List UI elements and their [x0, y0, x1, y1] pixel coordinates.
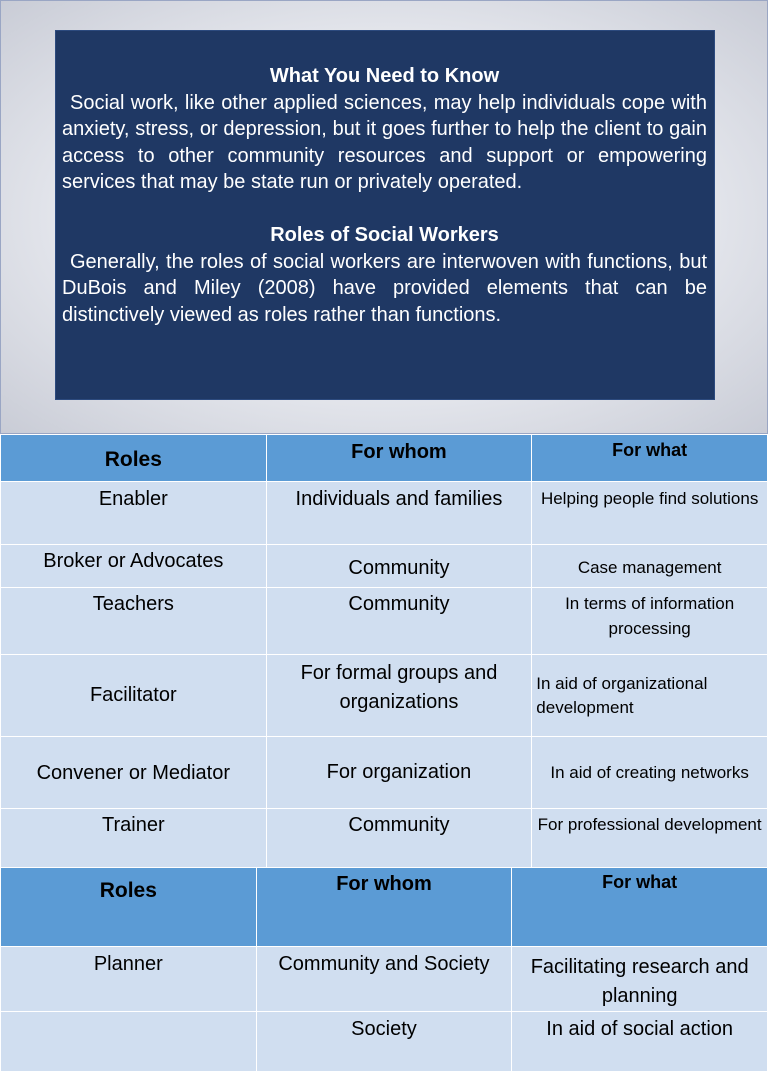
header-for-what: For what	[512, 868, 768, 947]
header-for-whom: For whom	[256, 868, 512, 947]
roles-table-1	[0, 434, 768, 868]
cell-whom: Community and Society	[256, 947, 512, 1012]
table-row	[1, 655, 768, 737]
cell-what: In aid of organizational development	[532, 655, 768, 737]
cell-what: In terms of information processing	[532, 588, 768, 655]
table-row	[1, 545, 768, 588]
cell-what: For professional development	[532, 809, 768, 868]
cell-whom: For organization	[266, 737, 532, 809]
header-for-what: For what	[532, 435, 768, 482]
cell-whom: Community	[266, 588, 532, 655]
table-row	[1, 947, 768, 1012]
cell-role: Teachers	[1, 588, 267, 655]
cell-role: Convener or Mediator	[1, 737, 267, 809]
table-row	[1, 1012, 768, 1072]
cell-what: Helping people find solutions	[532, 482, 768, 545]
table-header-row	[1, 435, 768, 482]
cell-what: Facilitating research and planning	[512, 947, 768, 1012]
heading-roles-of-social-workers: Roles of Social Workers	[270, 223, 499, 246]
roles-table-2	[0, 867, 768, 1072]
cell-what: In aid of creating networks	[532, 737, 768, 809]
cell-whom: For formal groups and organizations	[266, 655, 532, 737]
table-row	[1, 482, 768, 545]
table-header-row	[1, 868, 768, 947]
paragraph-social-work: Social work, like other applied sciences, may help individuals cope with anxiety, stress, or depression, but it goes further to help the client to gain access to other community resources and support or empowering services that may be state run or privately operated.	[62, 91, 707, 194]
cell-role: Facilitator	[1, 655, 267, 737]
slide-background	[0, 0, 768, 434]
info-box	[55, 30, 715, 400]
cell-what: Case management	[532, 545, 768, 588]
table-row	[1, 737, 768, 809]
header-for-whom: For whom	[266, 435, 532, 482]
cell-whom: Society	[256, 1012, 512, 1072]
cell-what: In aid of social action	[512, 1012, 768, 1072]
paragraph-roles: Generally, the roles of social workers are interwoven with functions, but DuBois and Miley (2008) have provided elements that can be distinctively viewed as roles rather than functions.	[62, 250, 707, 326]
cell-whom: Community	[266, 545, 532, 588]
cell-role: Broker or Advocates	[1, 545, 267, 588]
heading-what-you-need-to-know: What You Need to Know	[269, 65, 500, 87]
cell-role: Enabler	[1, 482, 267, 545]
table-row	[1, 809, 768, 868]
header-roles: Roles	[1, 868, 257, 947]
cell-whom: Community	[266, 809, 532, 868]
cell-whom: Individuals and families	[266, 482, 532, 545]
cell-role	[1, 1012, 257, 1072]
table-row	[1, 588, 768, 655]
cell-role: Planner	[1, 947, 257, 1012]
header-roles: Roles	[1, 435, 267, 482]
cell-role: Trainer	[1, 809, 267, 868]
